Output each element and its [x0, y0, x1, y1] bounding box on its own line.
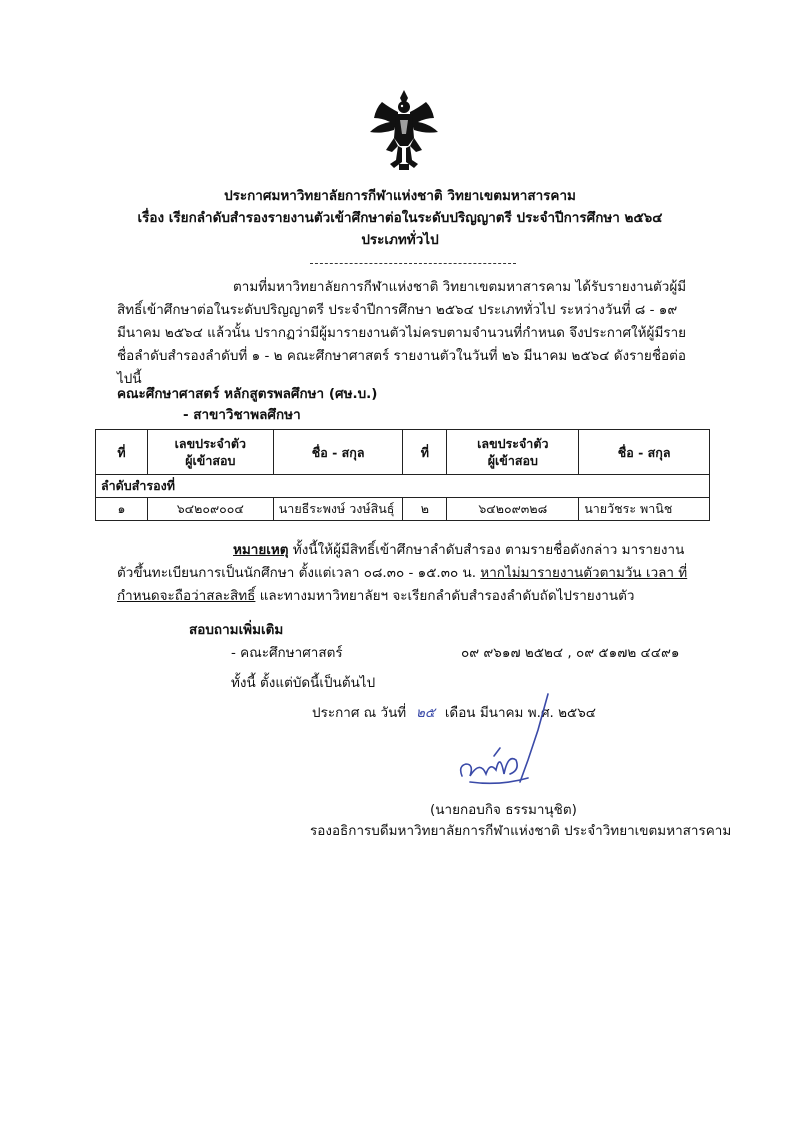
reserve-list-table: [95, 429, 710, 521]
note-paragraph: [117, 539, 695, 608]
table-section-row: [96, 475, 710, 498]
announce-month: เดือน มีนาคม: [444, 705, 524, 721]
program-heading: - สาขาวิชาพลศึกษา: [183, 407, 301, 423]
announcement-title: ประกาศมหาวิทยาลัยการกีฬาแห่งชาติ วิทยาเขตมหาสารคาม: [224, 188, 576, 204]
col-no-1: ที่: [96, 430, 148, 475]
col-id-2: เลขประจำตัว ผู้เข้าสอบ: [447, 430, 579, 475]
announcement-category: ประเภททั่วไป: [361, 232, 439, 248]
announce-day: ๒๕: [415, 705, 436, 721]
row-no-1: ๑: [96, 498, 148, 521]
row-id-1: ๖๔๒๐๙๐๐๔: [147, 498, 273, 521]
row-no-2: ๒: [403, 498, 447, 521]
row-name-1: นายธีระพงษ์ วงษ์สินธุ์: [273, 498, 403, 521]
col-name-1: ชื่อ - สกุล: [273, 430, 403, 475]
col-name-2: ชื่อ - สกุล: [579, 430, 710, 475]
row-name-2: นายวัชระ พานิช: [579, 498, 710, 521]
note-warning: หากไม่มารายงานตัวตามวัน เวลา ที่กำหนดจะถือว่าสละสิทธิ์: [117, 565, 688, 604]
col-no-2: ที่: [403, 430, 447, 475]
intro-paragraph: ตามที่มหาวิทยาลัยการกีฬาแห่งชาติ วิทยาเขตมหาสารคาม ได้รับรายงานตัวผู้มีสิทธิ์เข้าศึกษาต่อในระดับปริญญาตรี ประจำปีการศึกษา ๒๕๖๔ ประเภททั่วไป ระหว่างวันที่ ๘ - ๑๙ มีนาคม ๒๕๖๔ แล้วนั้น ปรากฏว่ามีผู้มารายงานตัวไม่ครบตามจำนวนที่กำหนด จึงประกาศให้ผู้มีรายชื่อลำดับสำรองลำดับที่ ๑ - ๒ คณะศึกษาศาสตร์ รายงานตัวในวันที่ ๒๖ มีนาคม ๒๕๖๔ ดังรายชื่อต่อไปนี้: [117, 279, 687, 387]
announcement-subject: เรื่อง เรียกลำดับสำรองรายงานตัวเข้าศึกษาต่อในระดับปริญญาตรี ประจำปีการศึกษา ๒๕๖๔: [137, 210, 663, 226]
note-text-2: และทางมหาวิทยาลัยฯ จะเรียกลำดับสำรองลำดับถัดไปรายงานตัว: [255, 588, 635, 604]
header-divider: [310, 263, 516, 264]
signature-mark: [450, 690, 560, 800]
signer-name: (นายกอบกิจ ธรรมานุชิต): [430, 802, 577, 818]
signer-title: รองอธิการบดีมหาวิทยาลัยการกีฬาแห่งชาติ ประจำวิทยาเขตมหาสารคาม: [310, 823, 732, 839]
table-header-row: [96, 430, 710, 475]
effective-statement: ทั้งนี้ ตั้งแต่บัดนี้เป็นต้นไป: [231, 675, 376, 691]
row-id-2: ๖๔๒๐๙๓๒๘: [447, 498, 579, 521]
section-label: ลำดับสำรองที่: [96, 475, 710, 498]
table-row: [96, 498, 710, 521]
garuda-emblem-icon: [368, 88, 440, 172]
contact-title: สอบถามเพิ่มเติม: [189, 622, 284, 638]
contact-label: - คณะศึกษาศาสตร์: [231, 645, 343, 661]
faculty-heading: คณะศึกษาศาสตร์ หลักสูตรพลศึกษา (ศษ.บ.): [117, 386, 378, 402]
note-label: หมายเหตุ: [233, 542, 289, 558]
announce-prefix: ประกาศ ณ วันที่: [312, 705, 407, 721]
announce-year: พ.ศ. ๒๕๖๔: [527, 705, 597, 721]
contact-phone: ๐๙ ๙๖๑๗ ๒๕๒๔ , ๐๙ ๕๑๗๒ ๔๔๙๑: [461, 645, 680, 661]
col-id-1: เลขประจำตัว ผู้เข้าสอบ: [147, 430, 273, 475]
note-text-1: ทั้งนี้ให้ผู้มีสิทธิ์เข้าศึกษาลำดับสำรอง ตามรายชื่อดังกล่าว มารายงานตัวขึ้นทะเบียนการเป็นนักศึกษา ตั้งแต่เวลา ๐๘.๓๐ - ๑๕.๓๐ น.: [117, 542, 685, 581]
